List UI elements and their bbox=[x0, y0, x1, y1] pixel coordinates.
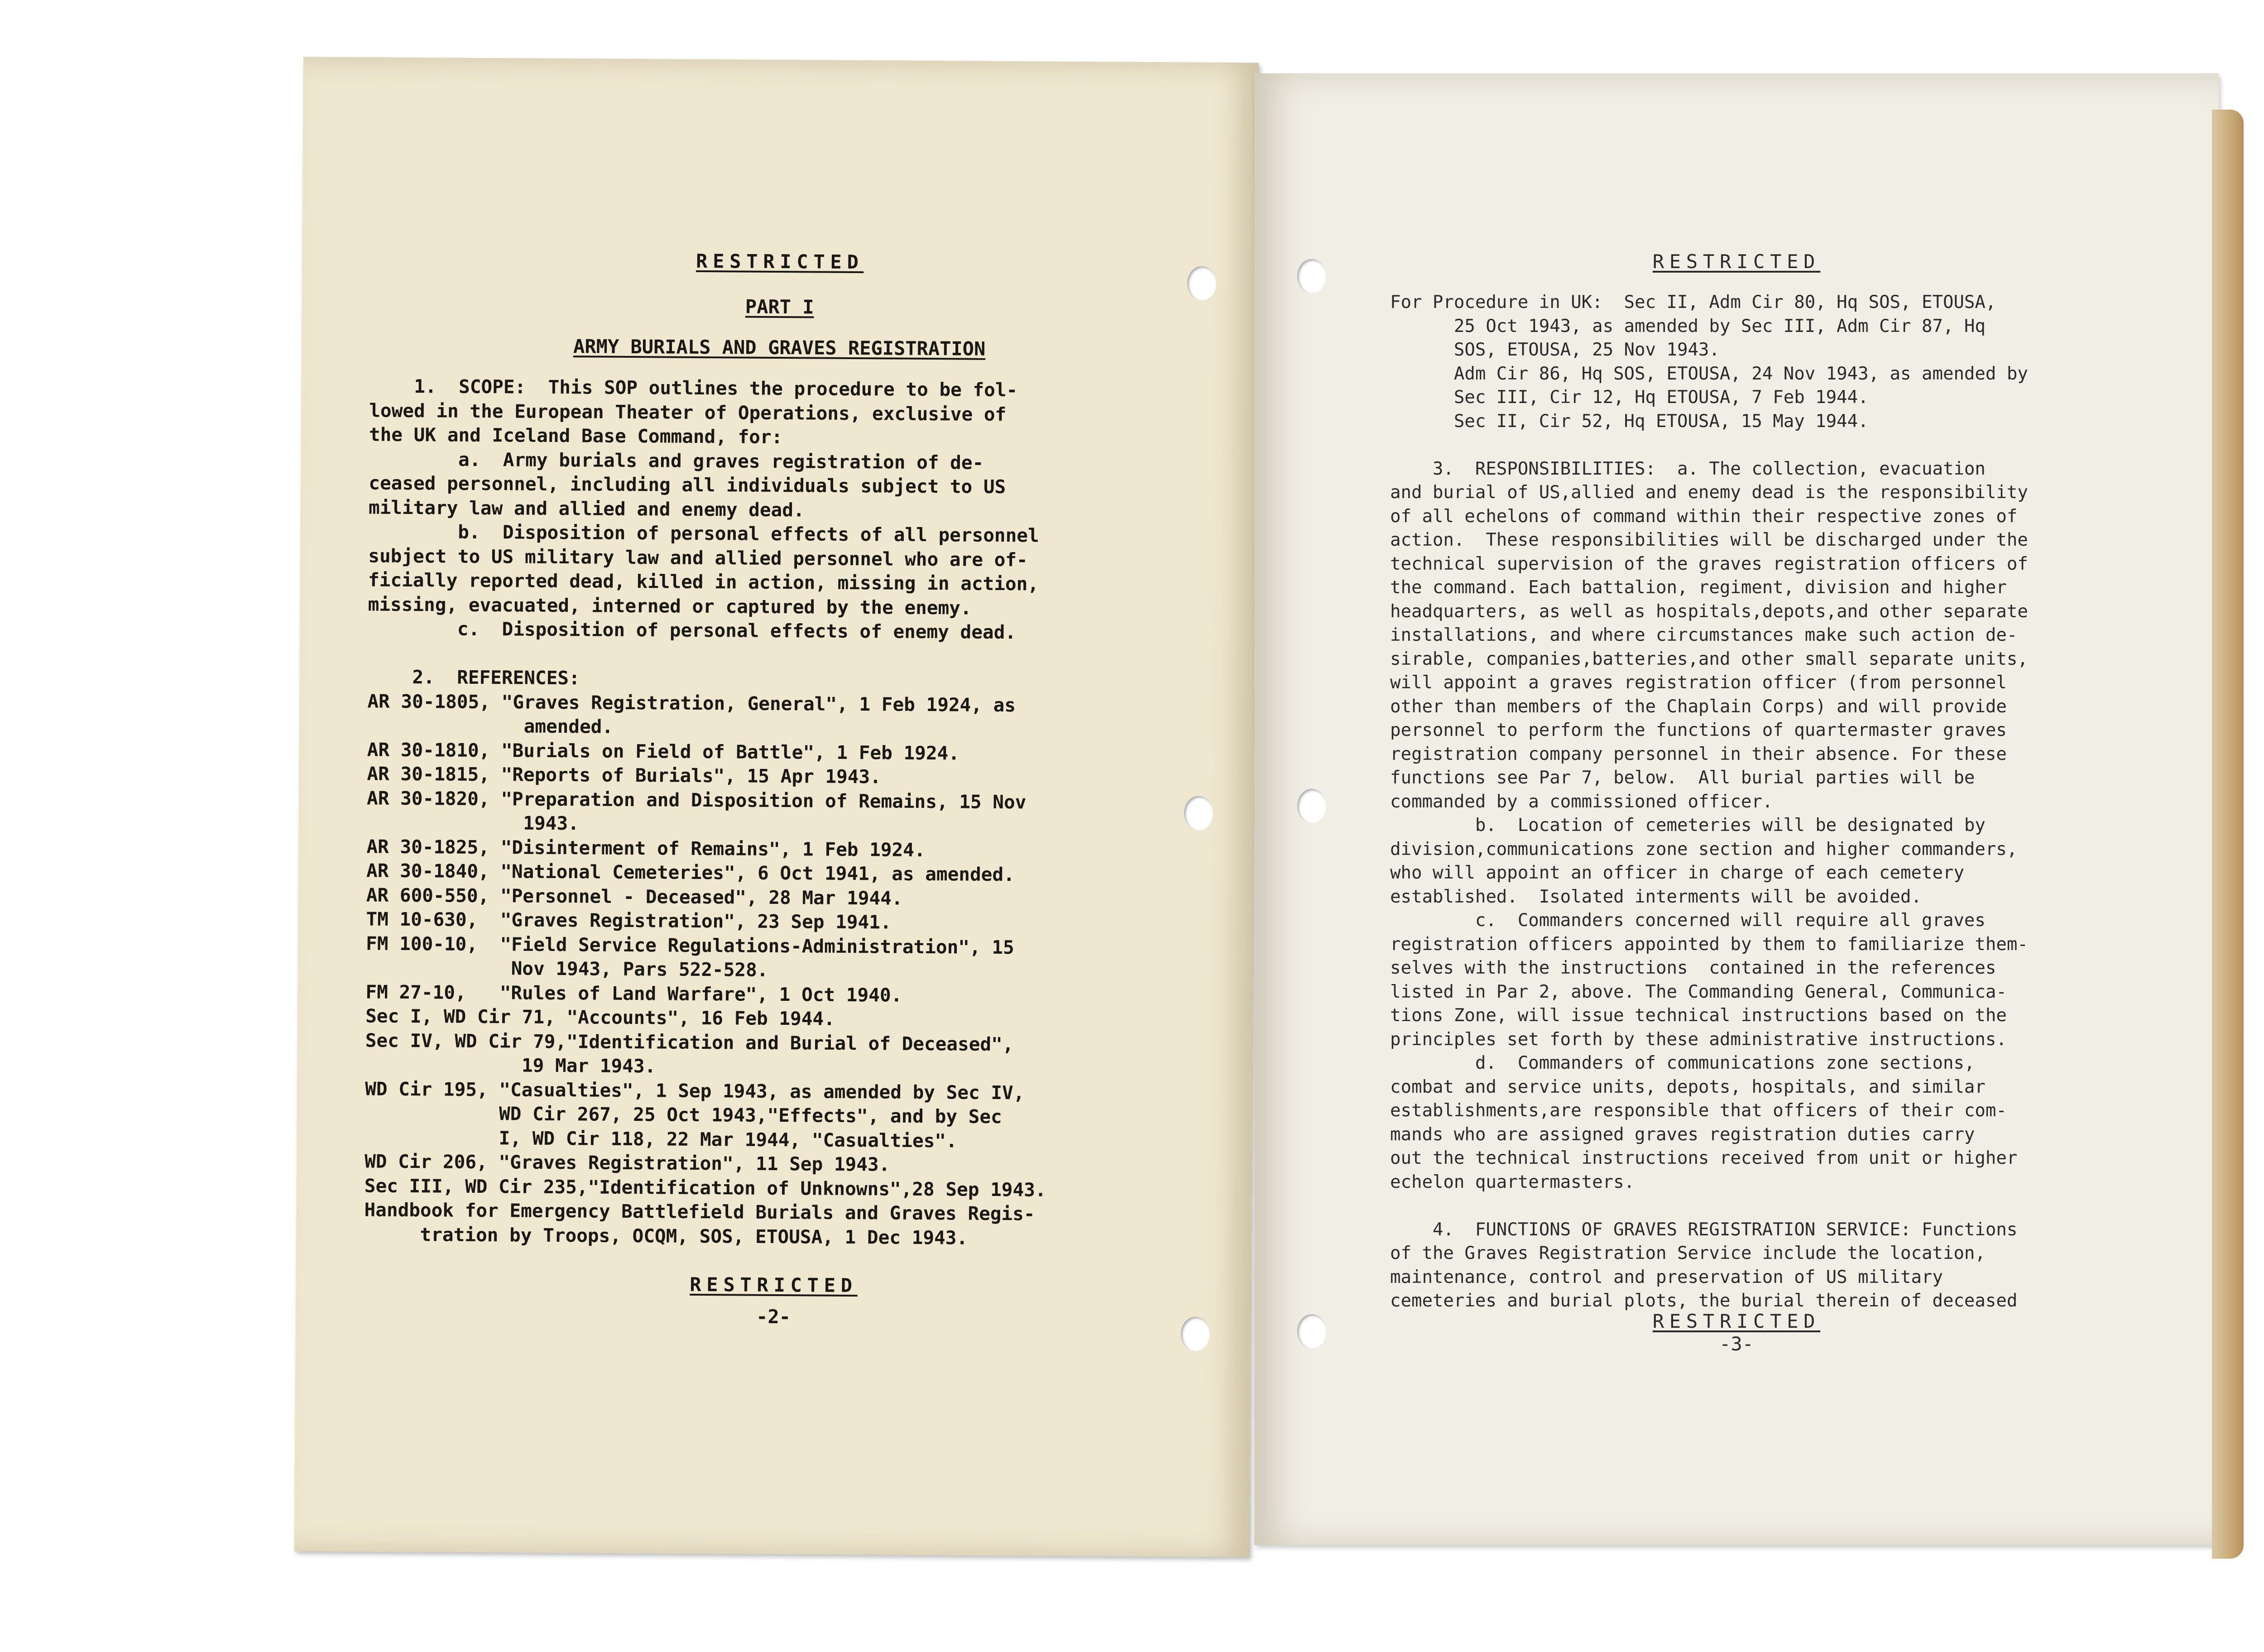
text-line: of all echelons of command within their respective zones of bbox=[1390, 506, 2018, 527]
text-line: amended. bbox=[367, 714, 614, 738]
left-page bbox=[294, 57, 1259, 1557]
text-line: tions Zone, will issue technical instructions based on the bbox=[1390, 1005, 2007, 1026]
text-line: Sec IV, WD Cir 79,"Identification and Burial of Deceased", bbox=[365, 1029, 1014, 1055]
text-line: registration company personnel in their absence. For these bbox=[1390, 744, 2007, 764]
text-line: I, WD Cir 118, 22 Mar 1944, "Casualties". bbox=[365, 1126, 957, 1152]
text-line: b. Location of cemeteries will be designated by bbox=[1390, 815, 1986, 836]
text-line: maintenance, control and preservation of US military bbox=[1390, 1267, 1943, 1287]
text-line: ficially reported dead, killed in action, missing in action, bbox=[368, 569, 1039, 595]
text-line: establishments,are responsible that officers of their com- bbox=[1390, 1100, 2007, 1121]
text-line: Handbook for Emergency Battlefield Burials and Graves Regis- bbox=[364, 1199, 1035, 1225]
punch-hole bbox=[1184, 796, 1213, 830]
right-page-text bbox=[1254, 73, 2219, 1545]
text-line: established. Isolated interments will be avoided. bbox=[1390, 886, 1922, 907]
text-line: tration by Troops, OCQM, SOS, ETOUSA, 1 Dec 1943. bbox=[364, 1223, 968, 1249]
text-line: 2. REFERENCES: bbox=[367, 666, 580, 689]
text-line: listed in Par 2, above. The Commanding General, Communica- bbox=[1390, 981, 2007, 1002]
text-line: AR 30-1805, "Graves Registration, General", 1 Feb 1924, as bbox=[367, 690, 1016, 716]
text-line: WD Cir 195, "Casualties", 1 Sep 1943, as amended by Sec IV, bbox=[365, 1077, 1025, 1104]
text-line: TM 10-630, "Graves Registration", 23 Sep 1941. bbox=[366, 908, 892, 933]
text-line: Nov 1943, Pars 522-528. bbox=[365, 956, 768, 981]
text-line: d. Commanders of communications zone sections, bbox=[1390, 1053, 1975, 1073]
text-line: functions see Par 7, below. All burial parties will be bbox=[1390, 768, 1975, 788]
text-line: action. These responsibilities will be discharged under the bbox=[1390, 530, 2028, 550]
text-line: echelon quartermasters. bbox=[1390, 1172, 1635, 1192]
text-line: AR 30-1810, "Burials on Field of Battle", 1 Feb 1924. bbox=[367, 738, 960, 764]
text-line: AR 30-1825, "Disinterment of Remains", 1 Feb 1924. bbox=[366, 835, 926, 861]
text-line: lowed in the European Theater of Operations, exclusive of bbox=[369, 399, 1007, 425]
text-line: Adm Cir 86, Hq SOS, ETOUSA, 24 Nov 1943, as amended by bbox=[1390, 363, 2028, 384]
left-footer-restricted: RESTRICTED bbox=[690, 1273, 858, 1297]
text-line: other than members of the Chaplain Corps) and will provide bbox=[1390, 696, 2007, 717]
text-line: cemeteries and burial plots, the burial therein of deceased bbox=[1390, 1291, 2018, 1311]
text-line: AR 30-1840, "National Cemeteries", 6 Oct 1941, as amended. bbox=[366, 860, 1015, 886]
text-line: selves with the instructions contained in the references bbox=[1390, 958, 1996, 978]
text-line: subject to US military law and allied personnel who are of- bbox=[368, 544, 1028, 571]
text-line: 19 Mar 1943. bbox=[365, 1053, 656, 1077]
text-line: combat and service units, depots, hospitals, and similar bbox=[1390, 1076, 1986, 1097]
text-line: c. Commanders concerned will require all graves bbox=[1390, 910, 1986, 931]
punch-hole bbox=[1187, 266, 1216, 301]
text-line: personnel to perform the functions of quartermaster graves bbox=[1390, 720, 2007, 740]
left-header-restricted: RESTRICTED bbox=[696, 250, 864, 274]
left-page-text bbox=[294, 57, 1259, 1557]
text-line: principles set forth by these administrative instructions. bbox=[1390, 1029, 2007, 1050]
text-line: 25 Oct 1943, as amended by Sec III, Adm Cir 87, Hq bbox=[1390, 316, 1986, 336]
text-line: registration officers appointed by them to familiarize them- bbox=[1390, 934, 2028, 955]
text-line: Sec III, WD Cir 235,"Identification of Unknowns",28 Sep 1943. bbox=[364, 1174, 1046, 1201]
right-page bbox=[1254, 73, 2219, 1545]
text-line: 1943. bbox=[366, 811, 579, 835]
text-line: out the technical instructions received from unit or higher bbox=[1390, 1148, 2018, 1168]
text-line: missing, evacuated, interned or captured by the enemy. bbox=[368, 593, 972, 619]
text-line: b. Disposition of personal effects of all personnel bbox=[368, 520, 1039, 547]
text-line: and burial of US,allied and enemy dead is the responsibility bbox=[1390, 482, 2028, 503]
text-line: military law and allied and enemy dead. bbox=[368, 496, 805, 521]
text-line: 1. SCOPE: This SOP outlines the procedure to be fol- bbox=[369, 375, 1018, 401]
text-line: 3. RESPONSIBILITIES: a. The collection, evacuation bbox=[1390, 458, 1986, 479]
text-line: division,communications zone section and higher commanders, bbox=[1390, 839, 2018, 860]
section-title: ARMY BURIALS AND GRAVES REGISTRATION bbox=[573, 335, 986, 360]
text-line: ceased personnel, including all individuals subject to US bbox=[369, 472, 1006, 498]
text-line: sirable, companies,batteries,and other small separate units, bbox=[1390, 648, 2028, 669]
text-line: of the Graves Registration Service include the location, bbox=[1390, 1243, 1986, 1263]
text-line: c. Disposition of personal effects of enemy dead. bbox=[368, 617, 1017, 644]
text-line: headquarters, as well as hospitals,depots,and other separate bbox=[1390, 601, 2028, 622]
text-line: FM 27-10, "Rules of Land Warfare", 1 Oct 1940. bbox=[365, 980, 902, 1006]
text-line: AR 30-1820, "Preparation and Disposition of Remains, 15 Nov bbox=[366, 787, 1026, 813]
text-line: Sec II, Cir 52, Hq ETOUSA, 15 May 1944. bbox=[1390, 411, 1869, 432]
text-line: Sec I, WD Cir 71, "Accounts", 16 Feb 1944. bbox=[365, 1005, 835, 1030]
text-line: FM 100-10, "Field Service Regulations-Administration", 15 bbox=[365, 932, 1014, 958]
right-footer-restricted: RESTRICTED bbox=[1652, 1310, 1821, 1332]
text-line: mands who are assigned graves registration duties carry bbox=[1390, 1124, 1975, 1145]
text-line: WD Cir 267, 25 Oct 1943,"Effects", and by Sec bbox=[365, 1102, 1002, 1128]
text-line: the UK and Iceland Base Command, for: bbox=[369, 423, 783, 448]
right-header-restricted: RESTRICTED bbox=[1652, 250, 1821, 273]
text-line: who will appoint an officer in charge of each cemetery bbox=[1390, 863, 1964, 883]
right-page-number: -3- bbox=[1719, 1333, 1754, 1355]
text-line: a. Army burials and graves registration of de- bbox=[369, 447, 984, 474]
part-heading: PART I bbox=[745, 295, 814, 318]
text-line: SOS, ETOUSA, 25 Nov 1943. bbox=[1390, 340, 1720, 360]
text-line: technical supervision of the graves registration officers of bbox=[1390, 553, 2028, 574]
text-line: WD Cir 206, "Graves Registration", 11 Sep 1943. bbox=[365, 1150, 890, 1176]
text-line: 4. FUNCTIONS OF GRAVES REGISTRATION SERVICE: Functions bbox=[1390, 1219, 2018, 1240]
text-line: installations, and where circumstances make such action de- bbox=[1390, 625, 2018, 645]
text-line: For Procedure in UK: Sec II, Adm Cir 80, Hq SOS, ETOUSA, bbox=[1390, 292, 1996, 312]
punch-hole bbox=[1181, 1316, 1210, 1351]
text-line: the command. Each battalion, regiment, division and higher bbox=[1390, 577, 2007, 598]
text-line: AR 30-1815, "Reports of Burials", 15 Apr 1943. bbox=[367, 763, 882, 788]
text-line: AR 600-550, "Personnel - Deceased", 28 Mar 1944. bbox=[366, 884, 903, 909]
text-line: Sec III, Cir 12, Hq ETOUSA, 7 Feb 1944. bbox=[1390, 387, 1869, 408]
text-line: commanded by a commissioned officer. bbox=[1390, 791, 1773, 812]
left-page-number: -2- bbox=[756, 1305, 791, 1328]
text-line: will appoint a graves registration officer (from personnel bbox=[1390, 672, 2007, 693]
